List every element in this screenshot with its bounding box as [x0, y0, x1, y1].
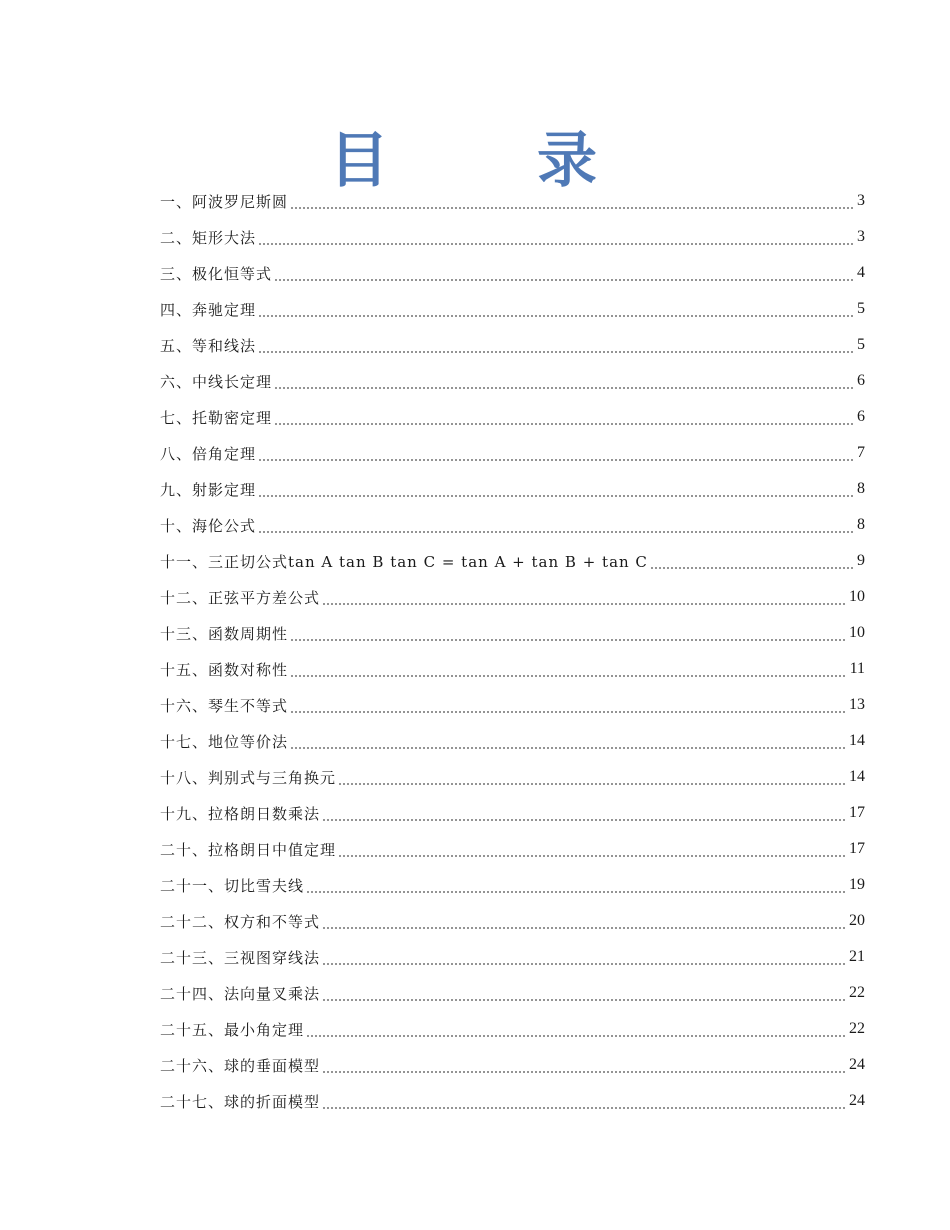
- dot-leader: [258, 234, 854, 246]
- toc-entry[interactable]: [160, 1047, 865, 1083]
- dot-leader: [274, 270, 854, 282]
- dot-leader: [650, 558, 854, 570]
- dot-leader: [322, 1062, 846, 1074]
- toc-entry-page-number: 22: [849, 1020, 865, 1037]
- dot-leader: [338, 846, 846, 858]
- toc-entry-title: 十九、拉格朗日数乘法: [160, 804, 321, 823]
- toc-entry[interactable]: [160, 651, 865, 687]
- toc-entry-title: 一、阿波罗尼斯圆: [160, 192, 289, 211]
- toc-entry-page-number: 24: [849, 1092, 865, 1109]
- toc-entry-page-number: 24: [849, 1056, 865, 1073]
- toc-entry[interactable]: [160, 723, 865, 759]
- toc-entry[interactable]: [160, 1011, 865, 1047]
- toc-entry-page-number: 7: [857, 444, 865, 461]
- toc-entry-page-number: 3: [857, 228, 865, 245]
- toc-entry[interactable]: [160, 363, 865, 399]
- dot-leader: [306, 1026, 846, 1038]
- toc-entry[interactable]: [160, 507, 865, 543]
- toc-entry[interactable]: [160, 867, 865, 903]
- toc-entry[interactable]: [160, 831, 865, 867]
- dot-leader: [274, 414, 854, 426]
- toc-entry[interactable]: [160, 471, 865, 507]
- toc-entry-page-number: 14: [849, 768, 865, 785]
- dot-leader: [322, 1098, 846, 1110]
- dot-leader: [322, 990, 846, 1002]
- toc-entry-title: 十三、函数周期性: [160, 624, 289, 643]
- toc-entry[interactable]: [160, 795, 865, 831]
- toc-entry-page-number: 8: [857, 480, 865, 497]
- toc-entry-page-number: 8: [857, 516, 865, 533]
- toc-entry[interactable]: [160, 975, 865, 1011]
- dot-leader: [274, 378, 854, 390]
- dot-leader: [290, 738, 846, 750]
- toc-entry-page-number: 13: [849, 696, 865, 713]
- toc-entry-page-number: 4: [857, 264, 865, 281]
- toc-entry[interactable]: [160, 615, 865, 651]
- toc-entry[interactable]: [160, 579, 865, 615]
- toc-entry-title: 二十一、切比雪夫线: [160, 876, 305, 895]
- toc-entry-title: 二十三、三视图穿线法: [160, 948, 321, 967]
- toc-entry[interactable]: [160, 939, 865, 975]
- toc-entry-title: 二十七、球的折面模型: [160, 1092, 321, 1111]
- table-of-contents: [160, 183, 865, 1119]
- toc-entry-title: 十、海伦公式: [160, 516, 257, 535]
- page-title: 目 录: [329, 126, 641, 196]
- dot-leader: [258, 522, 854, 534]
- toc-entry-page-number: 5: [857, 300, 865, 317]
- toc-entry-title: 十六、琴生不等式: [160, 696, 289, 715]
- toc-entry-page-number: 10: [849, 588, 865, 605]
- toc-entry-title: 二、矩形大法: [160, 228, 257, 247]
- dot-leader: [322, 954, 846, 966]
- toc-entry-title: 二十五、最小角定理: [160, 1020, 305, 1039]
- dot-leader: [322, 918, 846, 930]
- toc-entry-title: 二十四、法向量叉乘法: [160, 984, 321, 1003]
- toc-entry-page-number: 9: [857, 552, 865, 569]
- toc-entry-title: 十二、正弦平方差公式: [160, 588, 321, 607]
- toc-entry[interactable]: [160, 219, 865, 255]
- toc-entry-page-number: 21: [849, 948, 865, 965]
- toc-entry-page-number: 19: [849, 876, 865, 893]
- toc-entry[interactable]: [160, 435, 865, 471]
- toc-entry-title: 八、倍角定理: [160, 444, 257, 463]
- toc-entry-page-number: 3: [857, 192, 865, 209]
- toc-entry-page-number: 6: [857, 408, 865, 425]
- dot-leader: [290, 702, 846, 714]
- toc-entry-page-number: 17: [849, 804, 865, 821]
- toc-entry[interactable]: [160, 543, 865, 579]
- toc-entry-title: 十七、地位等价法: [160, 732, 289, 751]
- toc-entry-page-number: 14: [849, 732, 865, 749]
- dot-leader: [322, 594, 846, 606]
- dot-leader: [322, 810, 846, 822]
- toc-entry[interactable]: [160, 759, 865, 795]
- toc-entry-title: 六、中线长定理: [160, 372, 273, 391]
- toc-entry-title: 二十六、球的垂面模型: [160, 1056, 321, 1075]
- toc-entry-title: 三、极化恒等式: [160, 264, 273, 283]
- toc-entry-page-number: 17: [849, 840, 865, 857]
- toc-entry-title: 二十、拉格朗日中值定理: [160, 840, 337, 859]
- toc-entry-page-number: 10: [849, 624, 865, 641]
- dot-leader: [258, 342, 854, 354]
- toc-entry[interactable]: [160, 687, 865, 723]
- toc-entry-page-number: 11: [849, 660, 865, 677]
- toc-entry-title: 二十二、权方和不等式: [160, 912, 321, 931]
- dot-leader: [290, 198, 854, 210]
- toc-entry-title: 十八、判别式与三角换元: [160, 768, 337, 787]
- dot-leader: [258, 486, 854, 498]
- dot-leader: [258, 450, 854, 462]
- toc-entry[interactable]: [160, 399, 865, 435]
- toc-entry[interactable]: [160, 1083, 865, 1119]
- toc-entry[interactable]: [160, 183, 865, 219]
- toc-entry-title: 五、等和线法: [160, 336, 257, 355]
- toc-entry-title: 十五、函数对称性: [160, 660, 289, 679]
- dot-leader: [290, 666, 847, 678]
- toc-entry-page-number: 6: [857, 372, 865, 389]
- toc-entry-title: 四、奔驰定理: [160, 300, 257, 319]
- toc-entry-title: 七、托勒密定理: [160, 408, 273, 427]
- dot-leader: [306, 882, 846, 894]
- dot-leader: [338, 774, 846, 786]
- dot-leader: [258, 306, 854, 318]
- toc-entry[interactable]: [160, 291, 865, 327]
- toc-entry[interactable]: [160, 255, 865, 291]
- toc-entry-page-number: 20: [849, 912, 865, 929]
- toc-entry-page-number: 22: [849, 984, 865, 1001]
- toc-entry[interactable]: [160, 903, 865, 939]
- dot-leader: [290, 630, 846, 642]
- toc-entry-title: 十一、三正切公式tan A tan B tan C = tan A + tan B + tan C: [160, 552, 648, 571]
- toc-entry-title: 九、射影定理: [160, 480, 257, 499]
- toc-entry-page-number: 5: [857, 336, 865, 353]
- toc-entry[interactable]: [160, 327, 865, 363]
